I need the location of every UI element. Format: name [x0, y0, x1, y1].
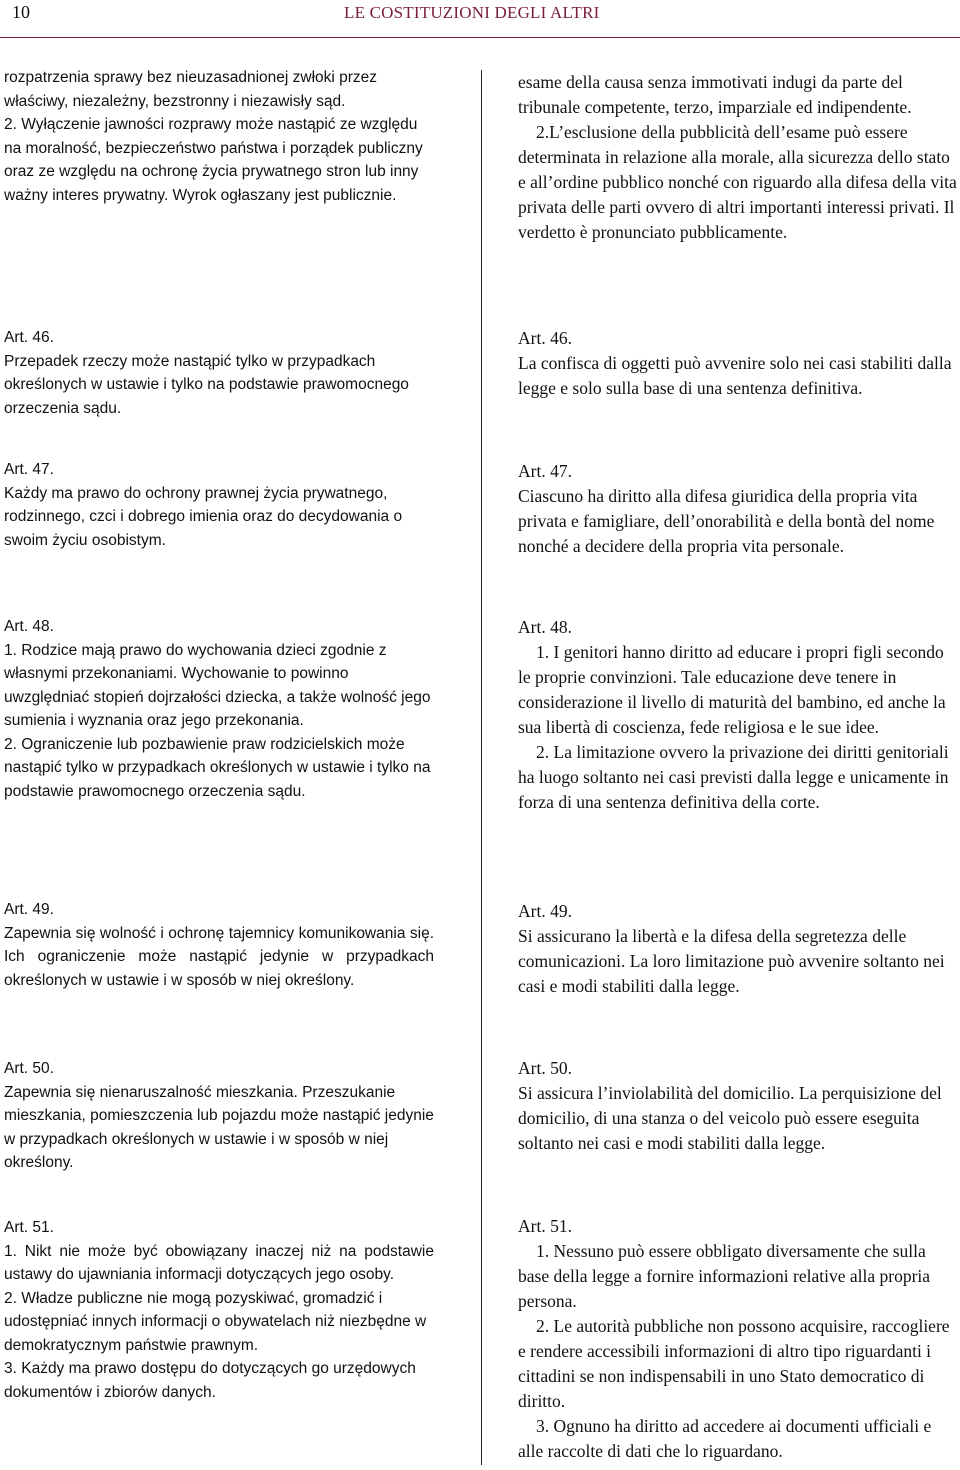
- article-para: Każdy ma prawo do ochrony prawnej życia prywatnego, rodzinnego, czci i dobrego imienia oraz do decydowania o swoim życiu osobistym.: [4, 484, 403, 549]
- italian-art-48: [518, 615, 958, 815]
- italian-intro-para: 2.L’esclusione della pubblicità dell’esame può essere determinata in relazione alla morale, alla sicurezza dello stato e all’ordine pubblico nonché con riguardo alla difesa della vita privata delle parti ovvero di altri importanti interessi privati. Il verdetto è pronunciato pubblicamente.: [518, 122, 957, 242]
- polish-intro: [4, 66, 434, 207]
- article-para: Przepadek rzeczy może nastąpić tylko w przypadkach określonych w ustawie i tylko na podstawie prawomocnego orzeczenia sądu.: [4, 352, 409, 417]
- italian-art-50: [518, 1056, 958, 1156]
- italian-intro-para: esame della causa senza immotivati indugi da parte del tribunale competente, terzo, imparziale ed indipendente.: [518, 72, 912, 117]
- article-para: 3. Ognuno ha diritto ad accedere ai documenti ufficiali e alle raccolte di dati che lo riguardano.: [518, 1416, 932, 1461]
- article-para: 2. Ograniczenie lub pozbawienie praw rodzicielskich może nastąpić tylko w przypadkach określonych w ustawie i tylko na podstawie prawomocnego orzeczenia sądu.: [4, 735, 431, 800]
- article-para: 3. Każdy ma prawo dostępu do dotyczących go urzędowych dokumentów i zbiorów danych.: [4, 1360, 416, 1401]
- article-heading: Art. 50.: [518, 1058, 572, 1078]
- article-para: Si assicurano la libertà e la difesa della segretezza delle comunicazioni. La loro limitazione può avvenire soltanto nei casi e modi stabiliti dalla legge.: [518, 926, 945, 996]
- article-heading: Art. 49.: [4, 901, 54, 918]
- italian-intro: [518, 70, 958, 245]
- article-para: 2. La limitazione ovvero la privazione dei diritti genitoriali ha luogo soltanto nei casi previsti dalla legge e unicamente in forza di una sentenza definitiva della corte.: [518, 742, 949, 812]
- article-para: 1. Rodzice mają prawo do wychowania dzieci zgodnie z własnymi przekonaniami. Wychowanie to powinno uwzględniać stopień dojrzałości dziecka, a także wolność jego sumienia i wyznania oraz jego przekonania.: [4, 641, 431, 729]
- article-para: 2. Le autorità pubbliche non possono acquisire, raccogliere e rendere accessibili informazioni di altro tipo riguardanti i cittadini se non indispensabili in uno Stato democratico di diritto.: [518, 1316, 950, 1411]
- article-heading: Art. 48.: [4, 618, 54, 635]
- polish-art-46: [4, 326, 434, 420]
- article-heading: Art. 50.: [4, 1060, 54, 1077]
- article-para: 1. I genitori hanno diritto ad educare i propri figli secondo le proprie convinzioni. Tale educazione deve tenere in considerazione il livello di maturità del bambino, ed anche la sua libertà di coscienza, fede religiosa e le sue idee.: [518, 642, 946, 737]
- article-heading: Art. 47.: [518, 461, 572, 481]
- article-para: Ciascuno ha diritto alla difesa giuridica della propria vita privata e famigliare, dell’onorabilità e della bontà del nome nonché a decidere della propria vita personale.: [518, 486, 935, 556]
- article-para: Zapewnia się nienaruszalność mieszkania. Przeszukanie mieszkania, pomieszczenia lub pojazdu może nastąpić jedynie w przypadkach określonych w ustawie i w sposób w niej określony.: [4, 1083, 434, 1171]
- column-divider: [481, 70, 482, 1465]
- polish-art-48: [4, 615, 434, 803]
- header-rule: [0, 37, 960, 38]
- polish-art-49: [4, 898, 434, 992]
- article-para: La confisca di oggetti può avvenire solo nei casi stabiliti dalla legge e solo sulla base di una sentenza definitiva.: [518, 353, 952, 398]
- italian-art-49: [518, 899, 958, 999]
- page-number: 10: [12, 2, 30, 22]
- article-para: 1. Nikt nie może być obowiązany inaczej niż na podstawie ustawy do ujawniania informacji dotyczących jego osoby.: [4, 1242, 434, 1283]
- page-header: [0, 0, 960, 36]
- article-heading: Art. 51.: [518, 1216, 572, 1236]
- article-para: Zapewnia się wolność i ochronę tajemnicy komunikowania się. Ich ograniczenie może nastąpić jedynie w przypadkach określonych w ustawie i w sposób w niej określony.: [4, 924, 434, 989]
- article-heading: Art. 47.: [4, 461, 54, 478]
- article-para: Si assicura l’inviolabilità del domicilio. La perquisizione del domicilio, di una stanza o del veicolo può essere eseguita soltanto nei casi e modi stabiliti dalla legge.: [518, 1083, 942, 1153]
- article-para: 1. Nessuno può essere obbligato diversamente che sulla base della legge a fornire informazioni relative alla propria persona.: [518, 1241, 931, 1311]
- polish-intro-para: rozpatrzenia sprawy bez nieuzasadnionej zwłoki przez właściwy, niezależny, bezstronny i niezawisły sąd.: [4, 69, 378, 110]
- italian-art-46: [518, 326, 958, 401]
- italian-art-51: [518, 1214, 958, 1464]
- article-heading: Art. 49.: [518, 901, 572, 921]
- polish-art-50: [4, 1057, 434, 1175]
- polish-art-47: [4, 458, 434, 552]
- article-heading: Art. 46.: [4, 329, 54, 346]
- running-title: LE COSTITUZIONI DEGLI ALTRI: [344, 3, 600, 22]
- article-heading: Art. 48.: [518, 617, 572, 637]
- italian-art-47: [518, 459, 958, 559]
- article-heading: Art. 46.: [518, 328, 572, 348]
- article-para: 2. Władze publiczne nie mogą pozyskiwać, gromadzić i udostępniać innych informacji o obywatelach niż niezbędne w demokratycznym państwie prawnym.: [4, 1289, 427, 1354]
- article-heading: Art. 51.: [4, 1219, 54, 1236]
- polish-art-51: [4, 1216, 434, 1404]
- polish-intro-para: 2. Wyłączenie jawności rozprawy może nastąpić ze względu na moralność, bezpieczeństwo państwa i porządek publiczny oraz ze względu na ochronę życia prywatnego stron lub inny ważny interes prywatny. Wyrok ogłaszany jest publicznie.: [4, 116, 423, 204]
